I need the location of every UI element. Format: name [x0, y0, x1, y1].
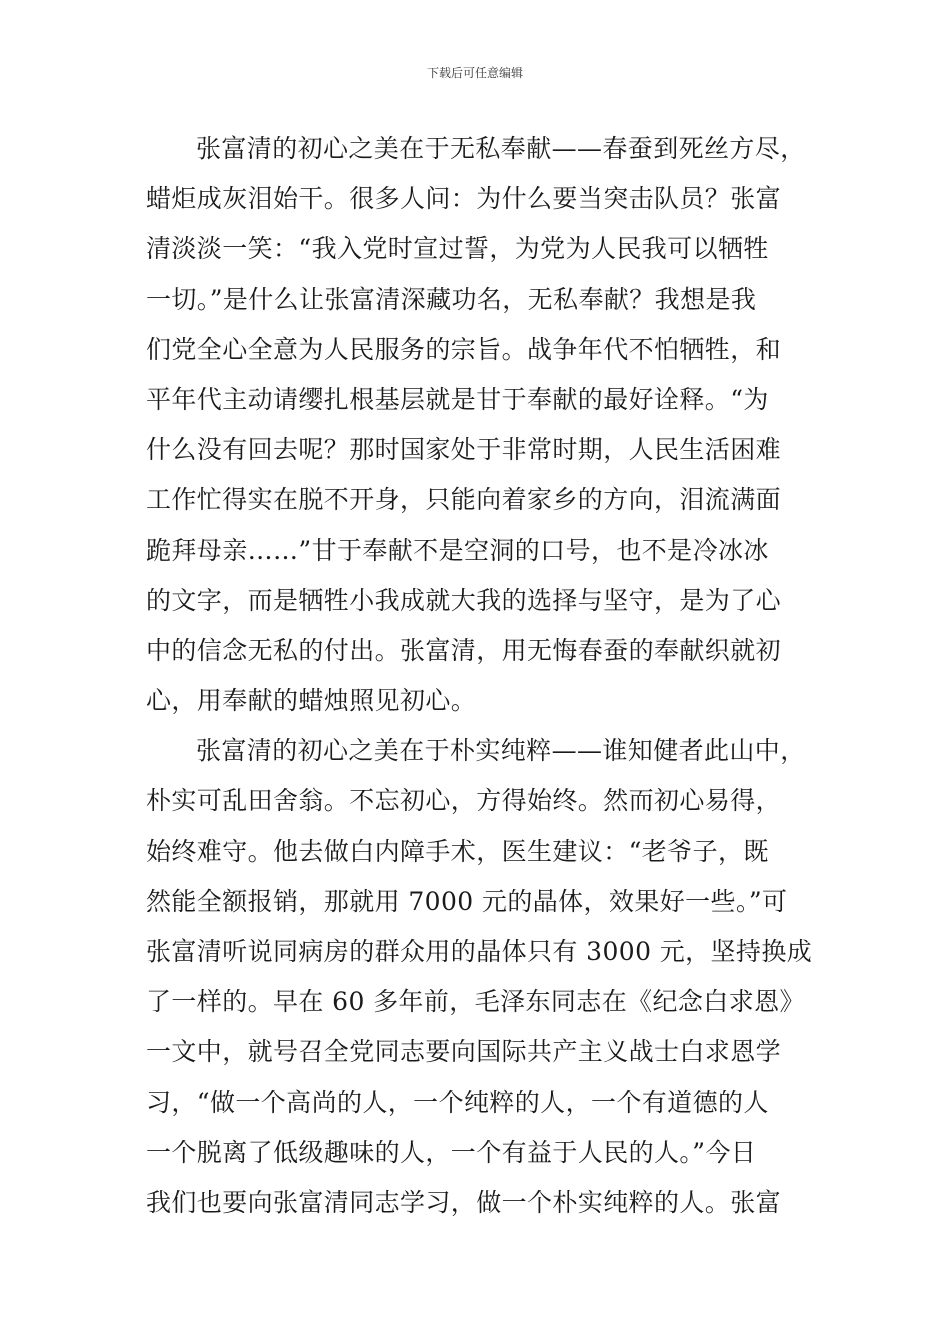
text-line: 的文字，而是牺牲小我成就大我的选择与坚守，是为了心	[146, 585, 782, 615]
text-line: 蜡炬成灰泪始干。很多人问：为什么要当突击队员？张富	[146, 184, 782, 214]
text-line: 习，“做一个高尚的人，一个纯粹的人，一个有道德的人	[146, 1087, 769, 1117]
text-line: 心，用奉献的蜡烛照见初心。	[146, 686, 477, 716]
text-line: 跪拜母亲……”甘于奉献不是空洞的口号，也不是冷冰冰	[146, 535, 769, 565]
paragraph-2	[146, 726, 814, 1228]
text-line: 张富清的初心之美在于无私奉献——春蚕到死丝方尽，	[196, 134, 806, 163]
text-line: 一个脱离了低级趣味的人，一个有益于人民的人。”今日	[146, 1137, 757, 1167]
text-line: 们党全心全意为人民服务的宗旨。战争年代不怕牺牲，和	[146, 334, 782, 364]
text-line: 中的信念无私的付出。张富清，用无悔春蚕的奉献织就初	[146, 635, 782, 665]
text-line: 一切。”是什么让张富清深藏功名，无私奉献？我想是我	[146, 284, 757, 314]
text-line: 然能全额报销，那就用 7000 元的晶体，效果好一些。”可	[146, 886, 788, 916]
text-line: 始终难守。他去做白内障手术，医生建议：“老爷子，既	[146, 836, 769, 866]
text-line: 清淡淡一笑：“我入党时宣过誓，为党为人民我可以牺牲	[146, 234, 769, 264]
text-line: 张富清听说同病房的群众用的晶体只有 3000 元，坚持换成	[146, 937, 813, 966]
body-text	[146, 124, 814, 1228]
text-line: 平年代主动请缨扎根基层就是甘于奉献的最好诠释。“为	[146, 384, 769, 414]
text-line: 工作忙得实在脱不开身，只能向着家乡的方向，泪流满面	[146, 485, 782, 515]
text-line: 了一样的。早在 60 多年前，毛泽东同志在《纪念白求恩》	[146, 987, 805, 1017]
text-line: 我们也要向张富清同志学习，做一个朴实纯粹的人。张富	[146, 1187, 782, 1217]
page-header: 下载后可任意编辑	[426, 66, 523, 80]
text-line: 一文中，就号召全党同志要向国际共产主义战士白求恩学	[146, 1037, 782, 1067]
text-line: 朴实可乱田舍翁。不忘初心，方得始终。然而初心易得，	[146, 786, 782, 816]
text-line: 什么没有回去呢？那时国家处于非常时期，人民生活困难	[146, 435, 782, 465]
text-line: 张富清的初心之美在于朴实纯粹——谁知健者此山中，	[196, 736, 806, 766]
paragraph-1	[146, 124, 814, 726]
